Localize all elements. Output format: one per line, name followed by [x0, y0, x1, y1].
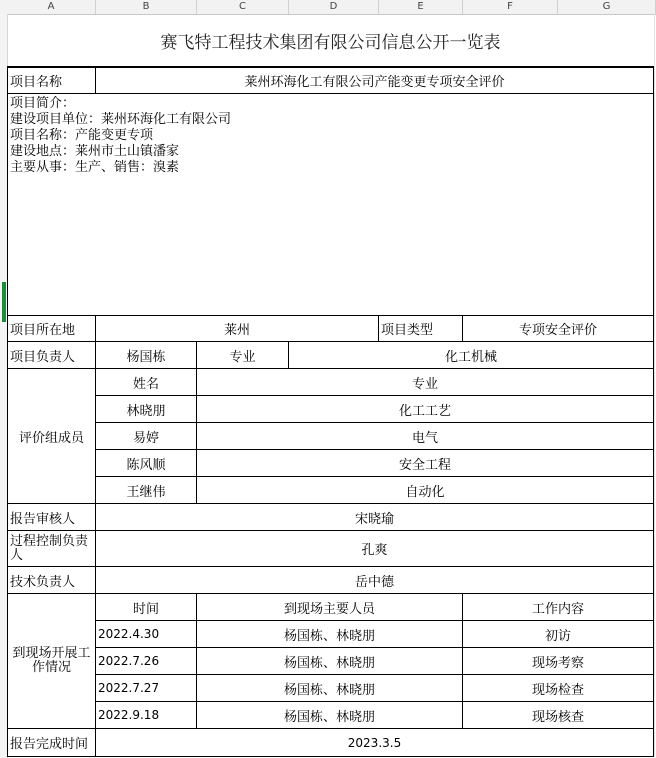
site-visit-time[interactable]: 2022.4.30: [96, 621, 197, 648]
process-control-value[interactable]: 孔爽: [96, 531, 654, 567]
team-member-major[interactable]: 电气: [197, 423, 654, 450]
site-visits-time-header[interactable]: 时间: [96, 594, 197, 621]
manager-label[interactable]: 项目负责人: [7, 342, 96, 369]
site-visit-people[interactable]: 杨国栋、林晓朋: [197, 675, 463, 702]
summary-line: 建设项目单位：莱州环海化工有限公司: [10, 112, 232, 127]
site-visit-work[interactable]: 初访: [463, 621, 654, 648]
manager-major-value[interactable]: 化工机械: [289, 342, 654, 369]
column-header-f[interactable]: F: [463, 0, 558, 14]
project-name-label[interactable]: 项目名称: [7, 67, 96, 94]
site-visit-time[interactable]: 2022.7.27: [96, 675, 197, 702]
site-visit-time[interactable]: 2022.9.18: [96, 702, 197, 729]
column-header-c[interactable]: C: [197, 0, 289, 14]
site-visit-work[interactable]: 现场检查: [463, 675, 654, 702]
team-member-major[interactable]: 自动化: [197, 477, 654, 504]
site-visits-people-header[interactable]: 到现场主要人员: [197, 594, 463, 621]
manager-name[interactable]: 杨国栋: [96, 342, 197, 369]
team-member-name[interactable]: 王继伟: [96, 477, 197, 504]
row-selection-indicator: [2, 282, 6, 322]
reviewer-label[interactable]: 报告审核人: [7, 504, 96, 531]
reviewer-value[interactable]: 宋晓瑜: [96, 504, 654, 531]
completion-label[interactable]: 报告完成时间: [7, 729, 96, 757]
summary-line: 项目名称：产能变更专项: [10, 128, 154, 143]
site-visits-work-header[interactable]: 工作内容: [463, 594, 654, 621]
site-visit-work[interactable]: 现场核查: [463, 702, 654, 729]
project-summary[interactable]: [7, 94, 654, 316]
project-type-value[interactable]: 专项安全评价: [463, 316, 654, 342]
team-label[interactable]: 评价组成员: [7, 369, 96, 504]
site-visit-work[interactable]: 现场考察: [463, 648, 654, 675]
project-type-label[interactable]: 项目类型: [379, 316, 463, 342]
column-header-e[interactable]: E: [379, 0, 463, 14]
team-member-name[interactable]: 林晓朋: [96, 396, 197, 423]
site-visit-people[interactable]: 杨国栋、林晓朋: [197, 621, 463, 648]
page-title: 赛飞特工程技术集团有限公司信息公开一览表: [7, 14, 654, 67]
summary-heading: 项目简介：: [10, 96, 76, 111]
manager-major-label[interactable]: 专业: [197, 342, 289, 369]
column-header-b[interactable]: B: [96, 0, 197, 14]
location-value[interactable]: 莱州: [96, 316, 379, 342]
gridline: [654, 14, 655, 758]
process-control-label[interactable]: 过程控制负责人: [7, 531, 96, 567]
site-visit-people[interactable]: 杨国栋、林晓朋: [197, 648, 463, 675]
column-header-a[interactable]: A: [7, 0, 96, 14]
project-name-value[interactable]: 莱州环海化工有限公司产能变更专项安全评价: [96, 67, 654, 94]
site-visit-time[interactable]: 2022.7.26: [96, 648, 197, 675]
tech-lead-label[interactable]: 技术负责人: [7, 567, 96, 594]
summary-line: 建设地点：莱州市土山镇潘家: [10, 144, 180, 159]
column-header-bar: [0, 0, 656, 15]
team-member-major[interactable]: 安全工程: [197, 450, 654, 477]
column-header-d[interactable]: D: [289, 0, 379, 14]
tech-lead-value[interactable]: 岳中德: [96, 567, 654, 594]
team-name-header[interactable]: 姓名: [96, 369, 197, 396]
site-visit-people[interactable]: 杨国栋、林晓朋: [197, 702, 463, 729]
team-member-name[interactable]: 陈风顺: [96, 450, 197, 477]
team-member-name[interactable]: 易婷: [96, 423, 197, 450]
summary-line: 主要从事：生产、销售：溴素: [10, 160, 180, 175]
team-major-header[interactable]: 专业: [197, 369, 654, 396]
location-label[interactable]: 项目所在地: [7, 316, 96, 342]
team-member-major[interactable]: 化工工艺: [197, 396, 654, 423]
completion-value[interactable]: 2023.3.5: [96, 729, 654, 757]
site-visits-label[interactable]: 到现场开展工作情况: [7, 594, 96, 729]
column-header-g[interactable]: G: [558, 0, 656, 14]
